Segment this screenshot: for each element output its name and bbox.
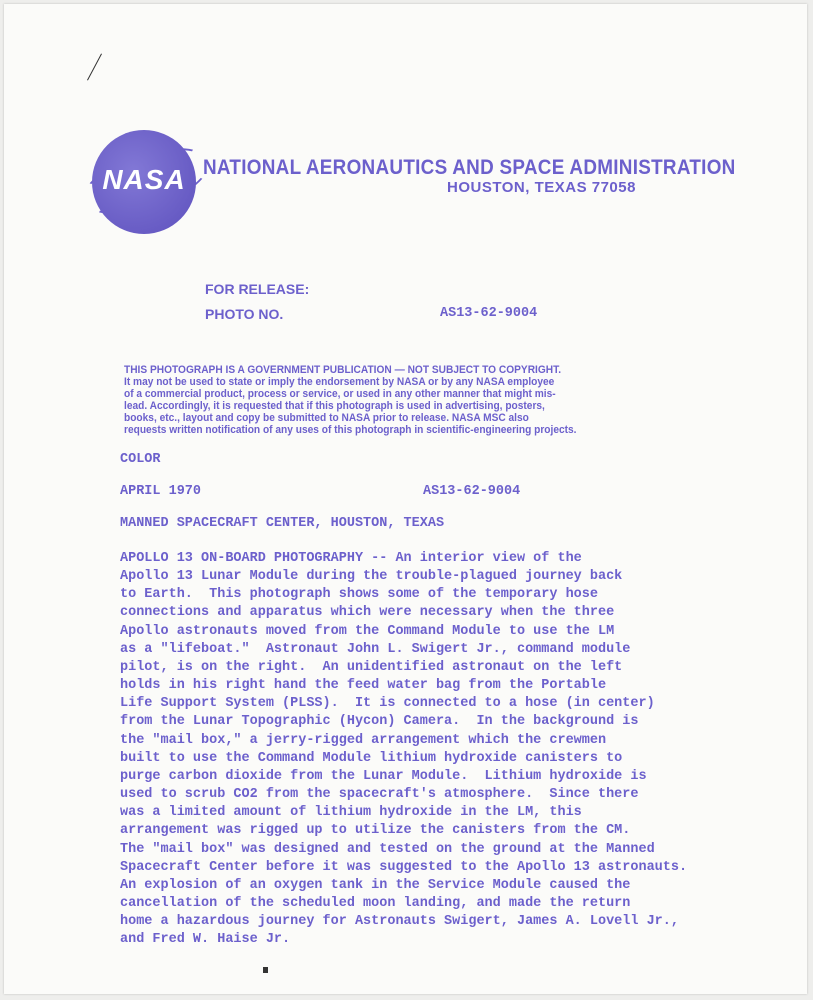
body-line: pilot, is on the right. An unidentified astronaut on the left <box>120 659 623 675</box>
body-line: Apollo 13 Lunar Module during the trouble-plagued journey back <box>120 569 623 585</box>
for-release-label: FOR RELEASE: <box>205 281 310 297</box>
notice-line: of a commercial product, process or service, or used in any other manner that might mis- <box>124 388 556 400</box>
notice-line: lead. Accordingly, it is requested that if this photograph is used in advertising, posters, <box>124 400 545 412</box>
body-line: cancellation of the scheduled moon landing, and made the return <box>120 895 631 911</box>
body-line: and Fred W. Haise Jr. <box>120 932 291 948</box>
body-line: was a limited amount of lithium hydroxide in the LM, this <box>120 805 582 821</box>
body-line: arrangement was rigged up to utilize the canisters from the CM. <box>120 823 631 839</box>
body-line: holds in his right hand the feed water bag from the Portable <box>120 678 607 694</box>
body-line: built to use the Command Module lithium hydroxide canisters to <box>120 750 623 766</box>
agency-title: NATIONAL AERONAUTICS AND SPACE ADMINISTRATION <box>203 156 736 179</box>
logo-text: NASA <box>102 164 186 195</box>
notice-line: requests written notification of any uses of this photograph in scientific-engineering projects. <box>124 424 577 436</box>
document-page <box>4 4 807 994</box>
body-line: Spacecraft Center before it was suggested to the Apollo 13 astronauts. <box>120 859 688 875</box>
body-line: the "mail box," a jerry-rigged arrangement which the crewmen <box>120 732 607 748</box>
body-line: Apollo astronauts moved from the Command Module to use the LM <box>120 623 615 639</box>
nasa-logo <box>92 130 196 234</box>
caption-center: MANNED SPACECRAFT CENTER, HOUSTON, TEXAS <box>120 516 445 531</box>
caption-date: APRIL 1970 <box>120 484 202 499</box>
photo-no-value: AS13-62-9004 <box>440 306 538 321</box>
body-line: home a hazardous journey for Astronauts Swigert, James A. Lovell Jr., <box>120 914 679 930</box>
notice-line: books, etc., layout and copy be submitted to NASA prior to release. NASA MSC also <box>124 412 529 424</box>
body-line: to Earth. This photograph shows some of the temporary hose <box>120 587 598 603</box>
body-line: used to scrub CO2 from the spacecraft's atmosphere. Since there <box>120 787 639 803</box>
body-line: An explosion of an oxygen tank in the Service Module caused the <box>120 877 631 893</box>
body-line: as a "lifeboat." Astronaut John L. Swigert Jr., command module <box>120 641 631 657</box>
notice-line: THIS PHOTOGRAPH IS A GOVERNMENT PUBLICATION — NOT SUBJECT TO COPYRIGHT. <box>124 364 562 376</box>
copyright-notice <box>124 364 628 436</box>
pen-mark <box>87 54 102 81</box>
body-line: purge carbon dioxide from the Lunar Module. Lithium hydroxide is <box>120 768 647 784</box>
ink-spot <box>263 967 268 973</box>
body-line: The "mail box" was designed and tested on the ground at the Manned <box>120 841 655 857</box>
agency-address: HOUSTON, TEXAS 77058 <box>447 179 636 196</box>
caption-body <box>120 550 687 949</box>
body-line: APOLLO 13 ON-BOARD PHOTOGRAPHY -- An interior view of the <box>120 551 582 566</box>
color-label: COLOR <box>120 452 161 467</box>
caption-photo-id: AS13-62-9004 <box>423 484 521 499</box>
body-line: Life Support System (PLSS). It is connected to a hose (in center) <box>120 696 655 712</box>
body-line: from the Lunar Topographic (Hycon) Camera. In the background is <box>120 714 639 730</box>
body-line: connections and apparatus which were necessary when the three <box>120 605 615 621</box>
photo-no-label: PHOTO NO. <box>205 306 284 322</box>
notice-line: It may not be used to state or imply the endorsement by NASA or by any NASA employee <box>124 376 555 388</box>
